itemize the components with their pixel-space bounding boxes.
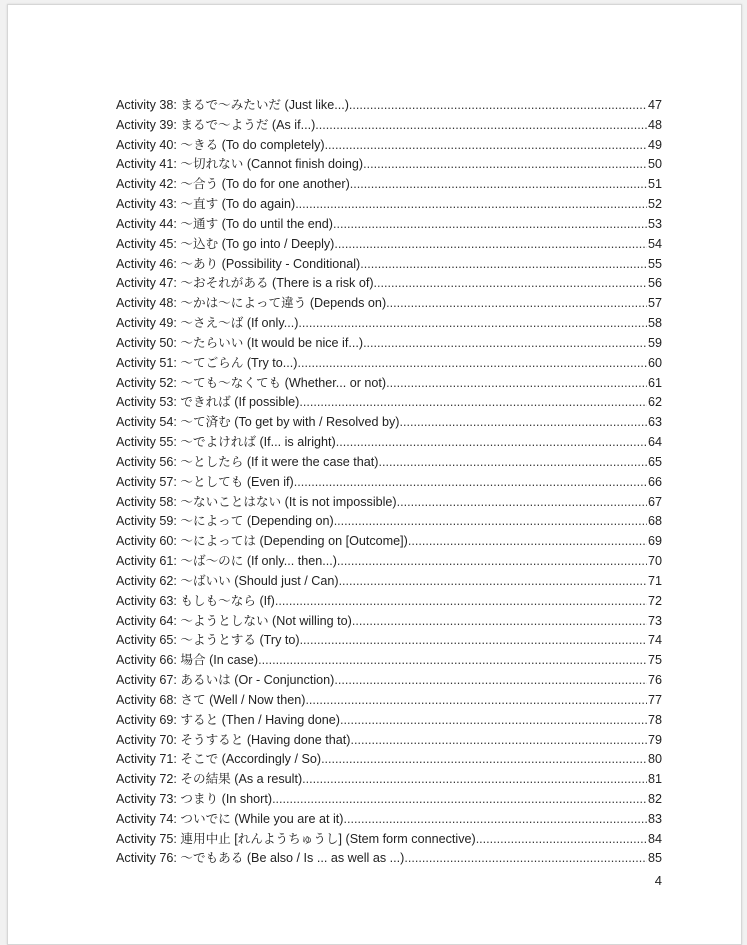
toc-dot-leader [334,512,647,532]
toc-entry-title: Activity 67: あるいは (Or - Conjunction) [116,673,335,688]
toc-entry-page: 61 [647,375,662,390]
toc-entry-page: 47 [647,98,662,112]
toc-entry[interactable] [116,849,662,869]
toc-entry-title: Activity 58: ～ないことはない (It is not impossible) [116,494,397,509]
toc-dot-leader [336,433,647,453]
toc-entry-title: Activity 70: そうすると (Having done that) [116,732,351,747]
toc-entry-title: Activity 59: ～によって (Depending on) [116,514,334,529]
toc-entry-title: Activity 43: ～直す (To do again) [116,197,296,212]
toc-entry[interactable] [116,750,662,770]
toc-entry-page: 69 [647,534,662,549]
toc-entry-page: 73 [647,613,662,628]
toc-dot-leader [334,235,647,255]
toc-dot-leader [334,671,647,691]
toc-entry-page: 64 [647,435,662,450]
toc-dot-leader [297,354,647,374]
toc-dot-leader [339,572,647,592]
toc-dot-leader [299,393,647,413]
toc-dot-leader [378,453,647,473]
toc-entry[interactable] [116,552,662,572]
toc-entry-title: Activity 75: 連用中止 [れんようちゅうし] (Stem form connective) [116,831,476,846]
toc-entry-page: 66 [647,474,662,489]
toc-dot-leader [350,731,647,751]
toc-dot-leader [350,175,647,195]
toc-entry-title: Activity 60: ～によっては (Depending on [Outcome]) [116,534,408,549]
toc-entry-title: Activity 55: ～でよければ (If... is alright) [116,435,336,450]
toc-entry-title: Activity 47: ～おそれがある (There is a risk of) [116,276,374,291]
toc-entry[interactable] [116,691,662,711]
toc-entry-page: 56 [647,276,662,291]
toc-entry-page: 81 [647,772,662,787]
toc-entry-page: 63 [647,415,662,430]
toc-entry-page: 70 [647,554,662,569]
toc-entry-page: 76 [647,673,662,688]
toc-entry-title: Activity 62: ～ばいい (Should just / Can) [116,573,339,588]
toc-entry[interactable] [116,96,662,116]
toc-entry-title: Activity 48: ～かは～によって違う (Depends on) [116,296,387,311]
toc-entry-page: 60 [647,355,662,370]
toc-entry-page: 52 [647,197,662,212]
toc-entry-page: 51 [647,177,662,192]
toc-entry[interactable] [116,294,662,314]
toc-entry[interactable] [116,195,662,215]
toc-entry-page: 79 [647,732,662,747]
toc-dot-leader [321,750,647,770]
toc-entry-title: Activity 66: 場合 (In case) [116,653,259,668]
toc-entry[interactable] [116,393,662,413]
toc-entry-title: Activity 50: ～たらいい (It would be nice if...) [116,335,364,350]
toc-entry-title: Activity 44: ～通す (To do until the end) [116,216,333,231]
toc-entry-page: 78 [647,712,662,727]
toc-entry-title: Activity 53: できれば (If possible) [116,395,300,410]
toc-entry-page: 67 [647,494,662,509]
toc-entry-title: Activity 68: さて (Well / Now then) [116,692,306,707]
toc-entry-title: Activity 52: ～ても～なくても (Whether... or not) [116,375,387,390]
toc-entry-title: Activity 49: ～さえ～ば (If only...) [116,316,299,331]
toc-dot-leader [386,294,647,314]
toc-dot-leader [333,215,647,235]
toc-entry[interactable] [116,512,662,532]
toc-entry-page: 84 [647,831,662,846]
toc-entry-page: 82 [647,791,662,806]
toc-entry-page: 59 [647,335,662,350]
toc-entry-title: Activity 56: ～としたら (If it were the case that) [116,454,379,469]
toc-entry-page: 83 [647,811,662,826]
toc-dot-leader [295,195,647,215]
toc-entry[interactable] [116,830,662,850]
toc-entry[interactable] [116,334,662,354]
toc-entry-title: Activity 76: ～でもある (Be also / Is ... as well as ...) [116,851,405,866]
toc-entry-title: Activity 41: ～切れない (Cannot finish doing) [116,157,364,172]
toc-entry[interactable] [116,731,662,751]
toc-dot-leader [275,592,647,612]
toc-dot-leader [302,770,647,790]
toc-entry-title: Activity 38: まるで～みたいだ (Just like...) [116,98,349,112]
toc-entry[interactable] [116,274,662,294]
toc-entry-page: 85 [647,851,662,866]
toc-dot-leader [272,790,647,810]
toc-entry[interactable] [116,215,662,235]
toc-entry[interactable] [116,790,662,810]
toc-dot-leader [337,552,647,572]
toc-entry-page: 68 [647,514,662,529]
toc-entry[interactable] [116,612,662,632]
toc-entry-title: Activity 39: まるで～ようだ (As if...) [116,117,316,132]
toc-entry-title: Activity 73: つまり (In short) [116,791,273,806]
toc-dot-leader [374,274,647,294]
toc-entry-title: Activity 65: ～ようとする (Try to) [116,633,300,648]
toc-entry[interactable] [116,671,662,691]
toc-entry-page: 50 [647,157,662,172]
toc-entry-page: 49 [647,137,662,152]
toc-entry[interactable] [116,354,662,374]
toc-dot-leader [399,413,647,433]
page-number: 4 [654,873,662,888]
toc-entry-title: Activity 74: ついでに (While you are at it) [116,811,344,826]
toc-entry[interactable] [116,810,662,830]
toc-entry-page: 55 [647,256,662,271]
toc-entry-title: Activity 71: そこで (Accordingly / So) [116,752,322,767]
toc-entry-title: Activity 40: ～きる (To do completely) [116,137,325,152]
toc-entry-page: 72 [647,593,662,608]
toc-entry[interactable] [116,453,662,473]
toc-entry[interactable] [116,770,662,790]
toc-dot-leader [352,612,647,632]
toc-dot-leader [360,255,647,275]
toc-entry[interactable] [116,651,662,671]
toc-entry-page: 77 [647,692,662,707]
toc-entry-title: Activity 51: ～てごらん (Try to...) [116,355,298,370]
toc-entry[interactable] [116,592,662,612]
toc-entry-title: Activity 63: もしも～なら (If) [116,593,275,608]
toc-entry-page: 54 [647,236,662,251]
toc-entry[interactable] [116,255,662,275]
toc-entry[interactable] [116,473,662,493]
toc-entry-title: Activity 72: その結果 (As a result) [116,772,303,787]
toc-entry-page: 57 [647,296,662,311]
toc-entry-title: Activity 69: すると (Then / Having done) [116,712,340,727]
toc-entry[interactable] [116,631,662,651]
toc-dot-leader [404,849,647,869]
toc-entry-page: 80 [647,752,662,767]
toc-entry-title: Activity 42: ～合う (To do for one another) [116,177,350,192]
table-of-contents [116,96,662,869]
toc-entry-page: 75 [647,653,662,668]
toc-entry[interactable] [116,532,662,552]
toc-entry-title: Activity 46: ～あり (Possibility - Conditional) [116,256,361,271]
toc-entry-page: 62 [647,395,662,410]
toc-entry-page: 53 [647,216,662,231]
toc-entry-page: 71 [647,573,662,588]
toc-entry-page: 65 [647,454,662,469]
toc-dot-leader [315,116,647,136]
toc-dot-leader [298,314,647,334]
toc-dot-leader [294,473,647,493]
toc-entry-title: Activity 57: ～としても (Even if) [116,474,294,489]
toc-entry[interactable] [116,235,662,255]
toc-entry[interactable] [116,433,662,453]
document-page [7,4,742,945]
toc-dot-leader [386,374,647,394]
toc-dot-leader [408,532,647,552]
toc-entry-page: 58 [647,316,662,331]
toc-dot-leader [258,651,647,671]
toc-dot-leader [349,96,647,116]
toc-entry-title: Activity 64: ～ようとしない (Not willing to) [116,613,352,628]
toc-entry[interactable] [116,155,662,175]
toc-entry-page: 74 [647,633,662,648]
toc-dot-leader [363,334,647,354]
toc-dot-leader [300,631,647,651]
toc-entry-title: Activity 54: ～て済む (To get by with / Resolved by) [116,415,400,430]
toc-entry[interactable] [116,374,662,394]
toc-entry[interactable] [116,116,662,136]
toc-dot-leader [343,810,647,830]
toc-entry[interactable] [116,136,662,156]
toc-dot-leader [397,493,647,513]
toc-dot-leader [340,711,647,731]
toc-entry-title: Activity 61: ～ば～のに (If only... then...) [116,554,337,569]
toc-entry[interactable] [116,711,662,731]
toc-entry[interactable] [116,175,662,195]
toc-entry[interactable] [116,493,662,513]
toc-entry[interactable] [116,572,662,592]
toc-entry[interactable] [116,314,662,334]
toc-entry[interactable] [116,413,662,433]
toc-dot-leader [363,155,647,175]
toc-dot-leader [476,830,647,850]
toc-entry-page: 48 [647,117,662,132]
toc-dot-leader [305,691,647,711]
toc-dot-leader [325,136,647,156]
toc-entry-title: Activity 45: ～込む (To go into / Deeply) [116,236,335,251]
